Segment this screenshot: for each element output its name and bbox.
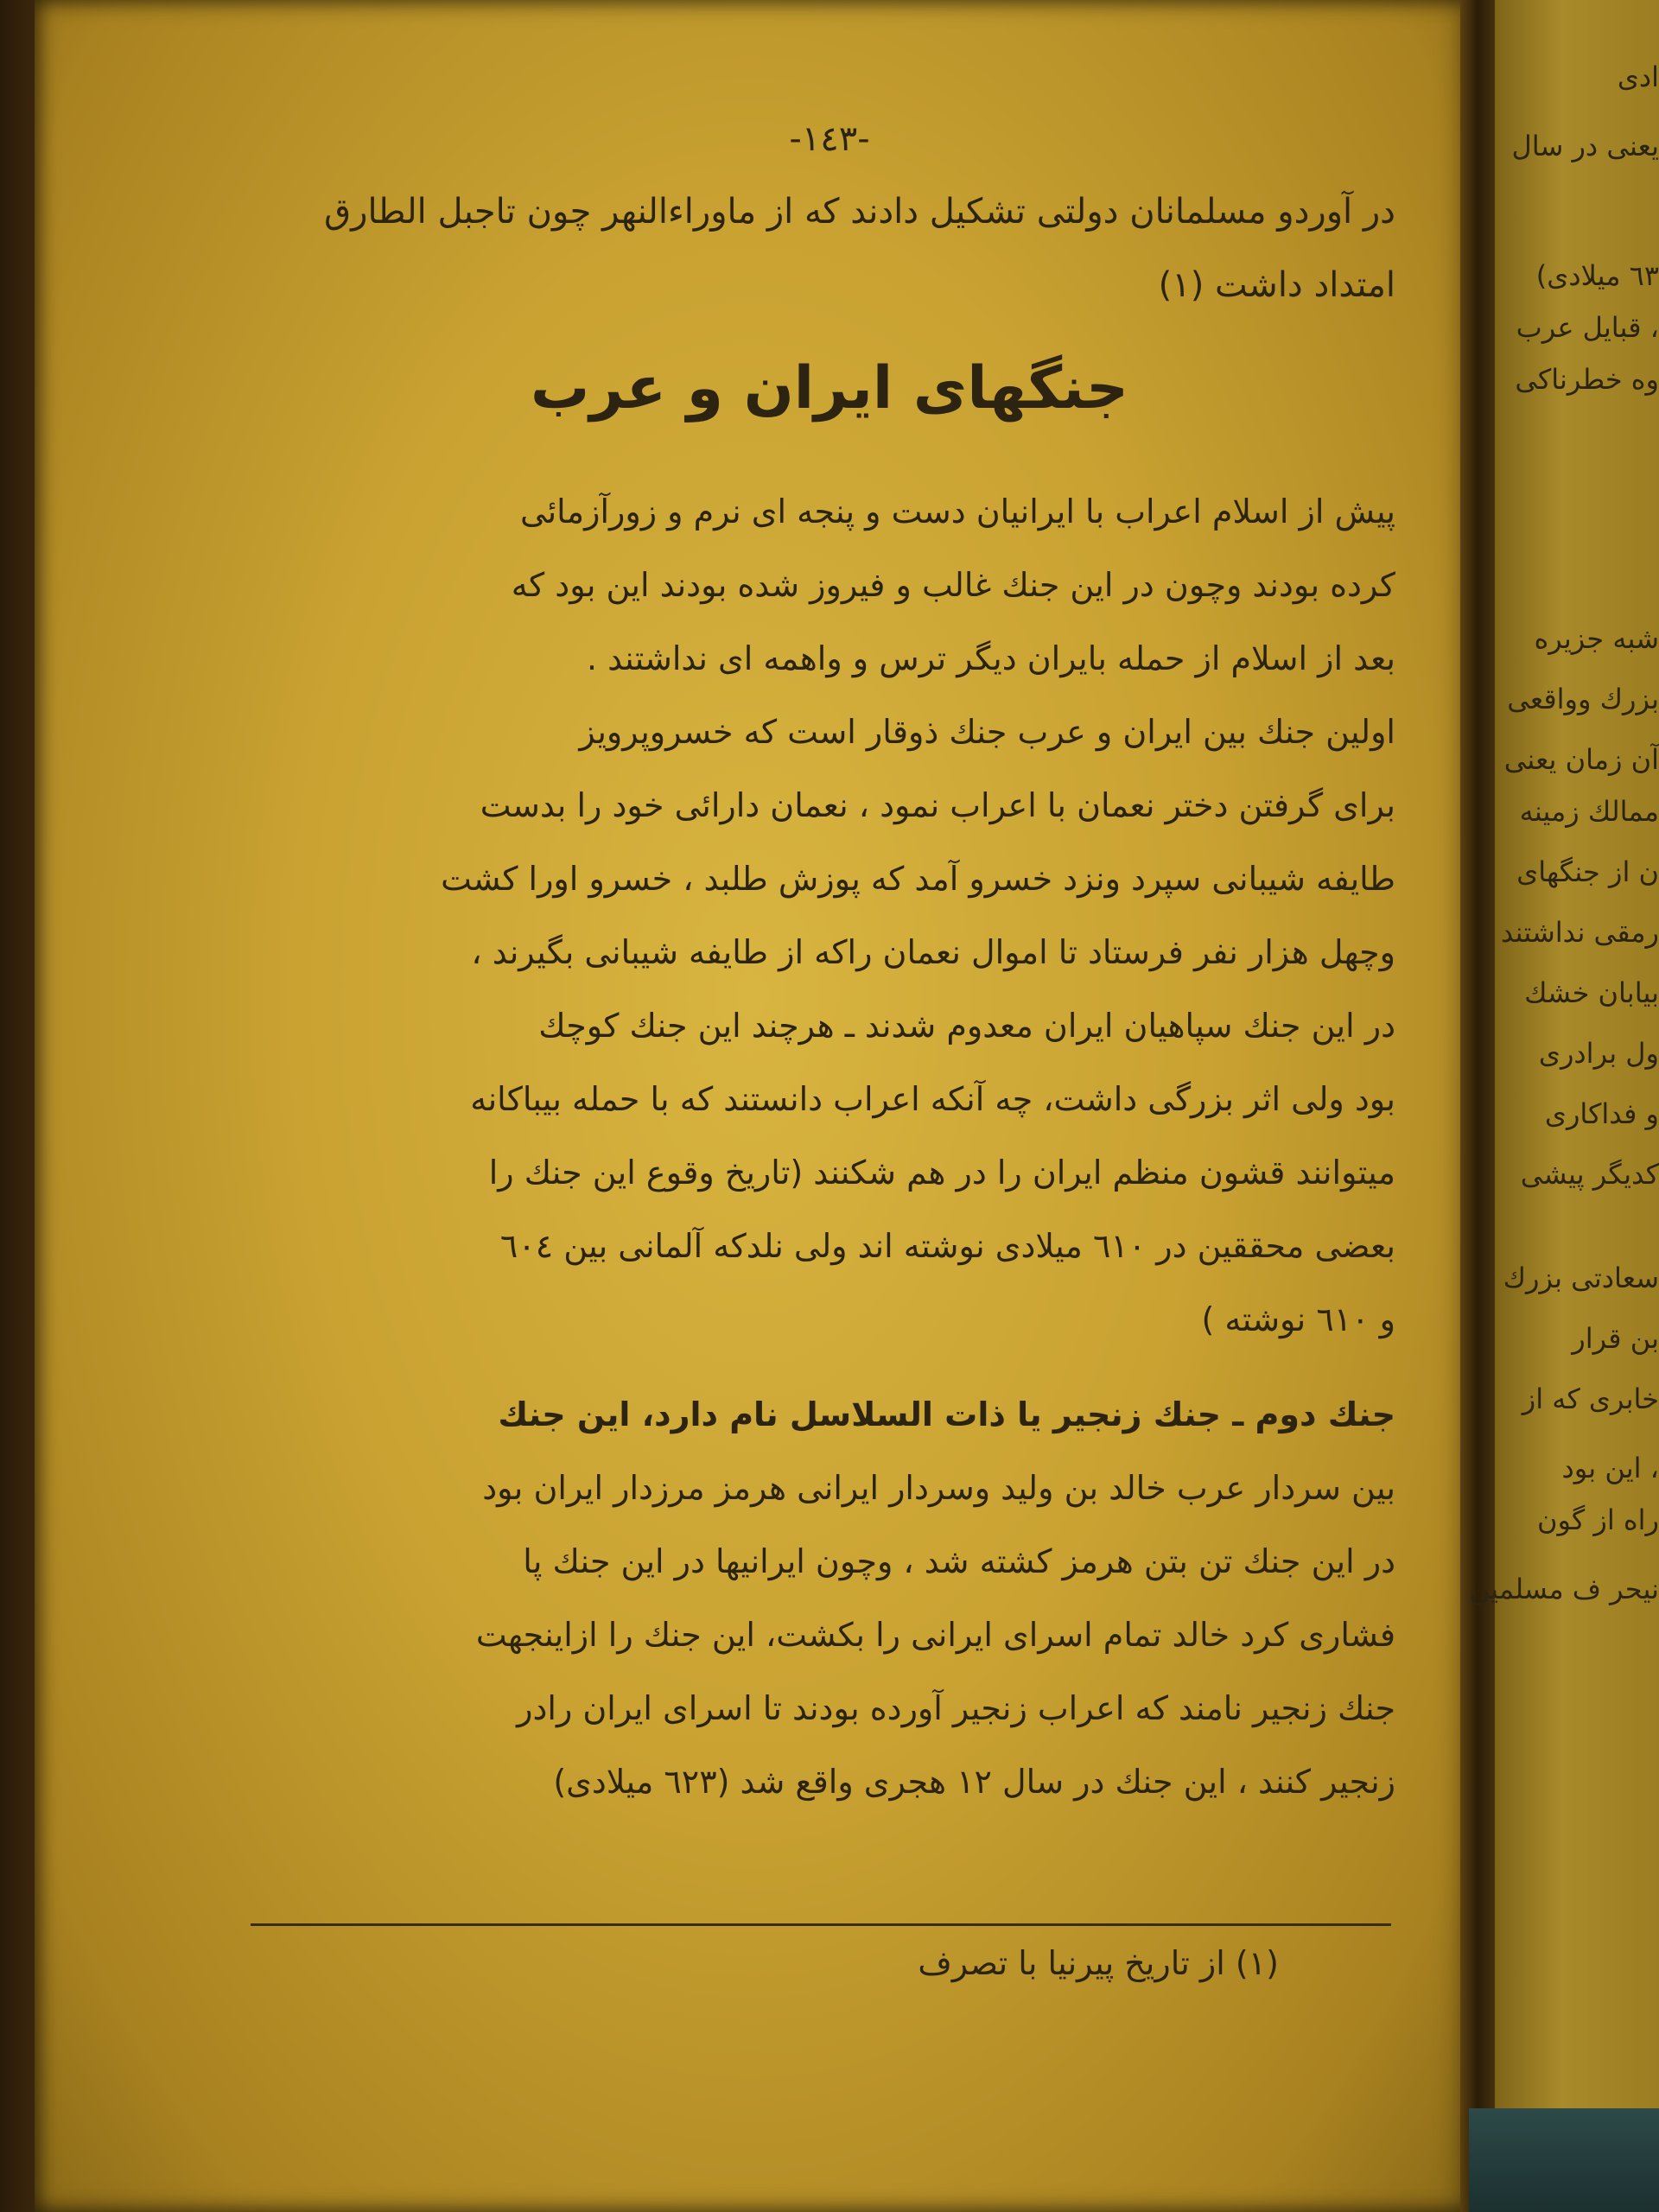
body-line: بعضی محققین در ٦١٠ میلادی نوشته اند ولی نلدکه آلمانی بین ٦٠٤ <box>499 1227 1395 1265</box>
body-line: وچهل هزار نفر فرستاد تا اموال نعمان راکه از طایفه شیبانی بگیرند ، <box>471 933 1395 971</box>
body-line: پیش از اسلام اعراب با ایرانیان دست و پنجه ای نرم و زورآزمائی <box>519 493 1395 531</box>
intro-line: امتداد داشت (١) <box>1158 265 1395 305</box>
body-line: در این جنك سپاهیان ایران معدوم شدند ـ هرچند این جنك کوچك <box>538 1007 1395 1045</box>
adjacent-page-line: بیابان خشك <box>1524 976 1659 1009</box>
body-line: فشاری کرد خالد تمام اسرای ایرانی را بکشت، این جنك را ازاینجهت <box>475 1616 1395 1654</box>
adjacent-page-line: کدیگر پیشی <box>1520 1158 1659 1191</box>
footnote: (١) از تاریخ پیرنیا با تصرف <box>918 1944 1279 1982</box>
adjacent-page <box>1469 0 1659 2212</box>
body-line: جنك زنجیر نامند که اعراب زنجیر آورده بودند تا اسرای ایران رادر <box>517 1689 1395 1727</box>
adjacent-page-line: نیحر ف مسلمین <box>1469 1573 1659 1605</box>
adjacent-page-line: یعنی در سال <box>1511 130 1659 162</box>
adjacent-page-line: ممالك زمینه <box>1519 795 1659 828</box>
chapter-title: جنگهای ایران و عرب <box>531 354 1128 423</box>
body-line: زنجیر کنند ، این جنك در سال ١٢ هجری واقع شد (٦٢٣ میلادی) <box>553 1763 1395 1801</box>
adjacent-page-line: بزرك وواقعی <box>1507 683 1659 715</box>
body-line: بود ولی اثر بزرگی داشت، چه آنکه اعراب دانستند که با حمله بیباکانه <box>470 1080 1395 1118</box>
page-number: -١٤٣- <box>789 119 870 159</box>
body-line: برای گرفتن دختر نعمان با اعراب نمود ، نعمان دارائی خود را بدست <box>480 786 1395 824</box>
adjacent-page-line: ، قبایل عرب <box>1516 311 1659 344</box>
intro-line: در آوردو مسلمانان دولتی تشکیل دادند که از ماوراءالنهر چون تاجبل الطارق <box>324 192 1395 232</box>
body-line: طایفه شیبانی سپرد ونزد خسرو آمد که پوزش طلبد ، خسرو اورا کشت <box>441 860 1395 898</box>
body-line: در این جنك تن بتن هرمز کشته شد ، وچون ایرانیها در این جنك پا <box>523 1542 1395 1580</box>
book-cover-edge <box>1469 2108 1659 2212</box>
body-line: جنك دوم ـ جنك زنجیر یا ذات السلاسل نام دارد، این جنك <box>498 1395 1395 1433</box>
adjacent-page-line: ، این بود <box>1561 1452 1659 1484</box>
book-gutter <box>1460 0 1498 2212</box>
adjacent-page-line: راه از گون <box>1536 1503 1659 1536</box>
adjacent-page-line: رمقی نداشتند <box>1500 916 1659 949</box>
adjacent-page-line: ن از جنگهای <box>1516 855 1659 888</box>
adjacent-page-line: ادی <box>1617 60 1659 93</box>
adjacent-page-line: ول برادری <box>1538 1037 1659 1070</box>
body-line: کرده بودند وچون در این جنك غالب و فیروز شده بودند این بود که <box>511 566 1395 604</box>
adjacent-page-line: خابری که از <box>1522 1382 1659 1415</box>
adjacent-page-line: آن زمان یعنی <box>1503 743 1659 776</box>
body-line: اولین جنك بین ایران و عرب جنك ذوقار است که خسروپرویز <box>579 713 1395 751</box>
body-line: میتوانند قشون منظم ایران را در هم شکنند (تاریخ وقوع این جنك را <box>488 1154 1395 1192</box>
adjacent-page-line: سعادتی بزرك <box>1503 1262 1659 1294</box>
body-line: بین سردار عرب خالد بن ولید وسردار ایرانی هرمز مرزدار ایران بود <box>482 1469 1395 1507</box>
adjacent-page-line: وه خطرناکی <box>1515 363 1659 396</box>
footnote-divider <box>251 1923 1391 1926</box>
adjacent-page-line: بن قرار <box>1572 1322 1659 1355</box>
adjacent-page-line: شبه جزیره <box>1534 622 1659 655</box>
body-line: و ٦١٠ نوشته ) <box>1201 1300 1395 1338</box>
adjacent-page-line: ٦٣ میلادی) <box>1535 259 1659 292</box>
adjacent-page-line: و فداکاری <box>1544 1097 1659 1130</box>
body-line: بعد از اسلام از حمله بایران دیگر ترس و واهمه ای نداشتند . <box>587 639 1395 677</box>
